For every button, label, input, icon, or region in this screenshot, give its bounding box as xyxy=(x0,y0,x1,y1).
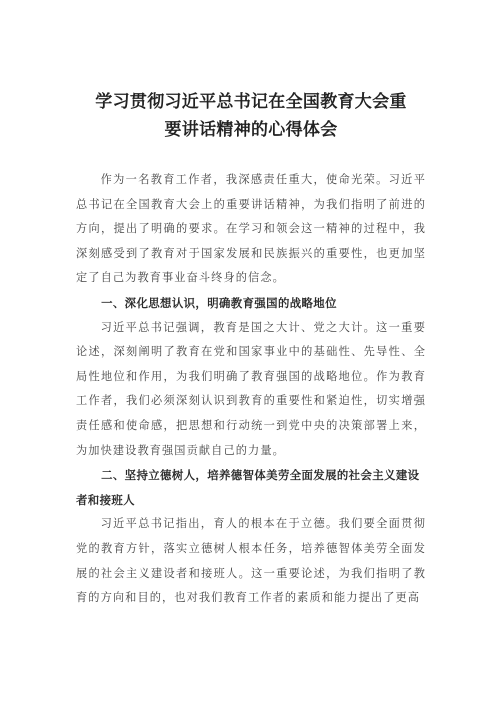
document-title-line2: 要讲话精神的心得体会 xyxy=(164,120,338,140)
intro-paragraph: 作为一名教育工作者，我深感责任重大，使命光荣。习近平总书记在全国教育大会上的重要讲话精神，为我们指明了前进的方向，提出了明确的要求。在学习和领会这一精神的过程中，我深刻感受到了教育对于国家发展和民族振兴的重要性，也更加坚定了自己为教育事业奋斗终身的信念。 xyxy=(76,173,426,285)
section1-paragraph: 习近平总书记强调，教育是国之大计、党之大计。这一重要论述，深刻阐明了教育在党和国家事业中的基础性、先导性、全局性地位和作用，为我们明确了教育强国的战略地位。作为教育工作者，我们必须深刻认识到教育的重要性和紧迫性，切实增强责任感和使命感，把思想和行动统一到党中央的决策部署上来，为加快建设教育强国贡献自己的力量。 xyxy=(76,320,426,457)
section1-heading: 一、深化思想认识，明确教育强国的战略地位 xyxy=(101,295,337,310)
document-title xyxy=(76,88,426,144)
section2-paragraph: 习近平总书记指出，育人的根本在于立德。我们要全面贯彻党的教育方针，落实立德树人根本任务，培养德智体美劳全面发展的社会主义建设者和接班人。这一重要论述，为我们指明了教育的方向和目的，也对我们教育工作者的素质和能力提出了更高 xyxy=(76,517,426,605)
document-title-line1: 学习贯彻习近平总书记在全国教育大会重 xyxy=(95,92,407,112)
section2-heading: 二、坚持立德树人，培养德智体美劳全面发展的社会主义建设者和接班人 xyxy=(76,468,420,507)
